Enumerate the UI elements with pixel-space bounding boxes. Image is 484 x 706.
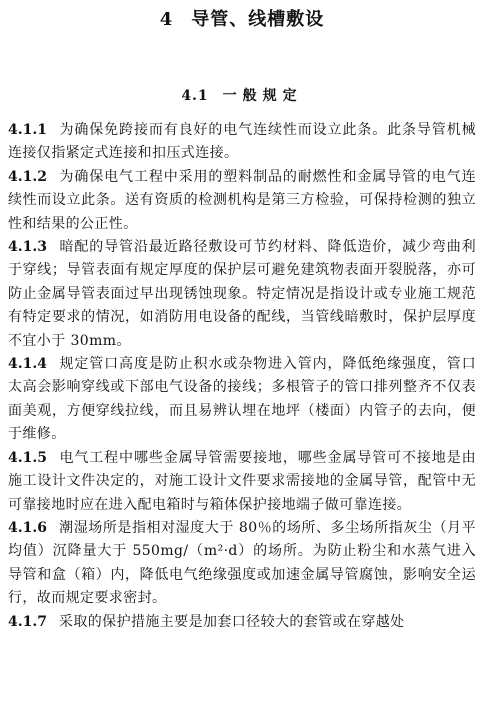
clause-4-1-1 <box>8 119 476 166</box>
clause-number: 4.1.2 <box>8 168 47 185</box>
clause-number: 4.1.4 <box>8 356 47 373</box>
clause-number: 4.1.5 <box>8 449 47 466</box>
clause-4-1-6 <box>8 517 476 611</box>
clause-number: 4.1.3 <box>8 239 47 256</box>
clause-4-1-2 <box>8 166 476 236</box>
clause-list <box>8 119 476 634</box>
clause-text: 电气工程中哪些金属导管需要接地，哪些金属导管可不接地是由施工设计文件决定的，对施工设计文件要求需接地的金属导管，配管中无可靠接地时应在进入配电箱时与箱体保护接地端子做可靠连接。 <box>8 449 476 513</box>
section-title-text: 一般规定 <box>222 88 303 104</box>
clause-text: 潮湿场所是指相对湿度大于 80％的场所、多尘场所指灰尘（月平均值）沉降量大于 550mg/（m²·d）的场所。为防止粉尘和水蒸气进入导管和盒（箱）内，降低电气绝缘强度或加速金属导管腐蚀，影响安全运行，故而规定要求密封。 <box>8 519 476 607</box>
clause-4-1-4 <box>8 353 476 447</box>
clause-number: 4.1.7 <box>8 613 47 630</box>
chapter-title <box>8 8 476 32</box>
clause-text: 规定管口高度是防止积水或杂物进入管内，降低绝缘强度，管口太高会影响穿线或下部电气设备的接线；多根管子的管口排列整齐不仅表面美观，方便穿线拉线，而且易辨认埋在地坪（楼面）内管子的去向，便于维修。 <box>8 356 476 443</box>
clause-4-1-3 <box>8 236 476 353</box>
clause-text: 采取的保护措施主要是加套口径较大的套管或在穿越处 <box>58 613 405 630</box>
clause-text: 为确保免跨接而有良好的电气连续性而设立此条。此条导管机械连接仅指紧定式连接和扣压式连接。 <box>8 122 476 162</box>
chapter-number: 4 <box>159 9 174 30</box>
clause-text: 为确保电气工程中采用的塑料制品的耐燃性和金属导管的电气连续性而设立此条。送有资质的检测机构是第三方检验，可保持检测的独立性和结果的公正性。 <box>8 168 476 232</box>
section-number: 4.1 <box>181 88 209 104</box>
section-title <box>8 84 476 108</box>
chapter-title-text: 导管、线槽敷设 <box>191 9 325 30</box>
clause-text: 暗配的导管沿最近路径敷设可节约材料、降低造价，减少弯曲利于穿线；导管表面有规定厚度的保护层可避免建筑物表面开裂脱落，亦可防止金属导管表面过早出现锈蚀现象。特定情况是指设计或专业施工规范有特定要求的情况，如消防用电设备的配线，当管线暗敷时，保护层厚度不宜小于 30mm。 <box>8 239 476 349</box>
clause-4-1-5 <box>8 447 476 517</box>
clause-number: 4.1.1 <box>8 122 47 138</box>
clause-4-1-7 <box>8 611 476 634</box>
clause-number: 4.1.6 <box>8 519 47 536</box>
